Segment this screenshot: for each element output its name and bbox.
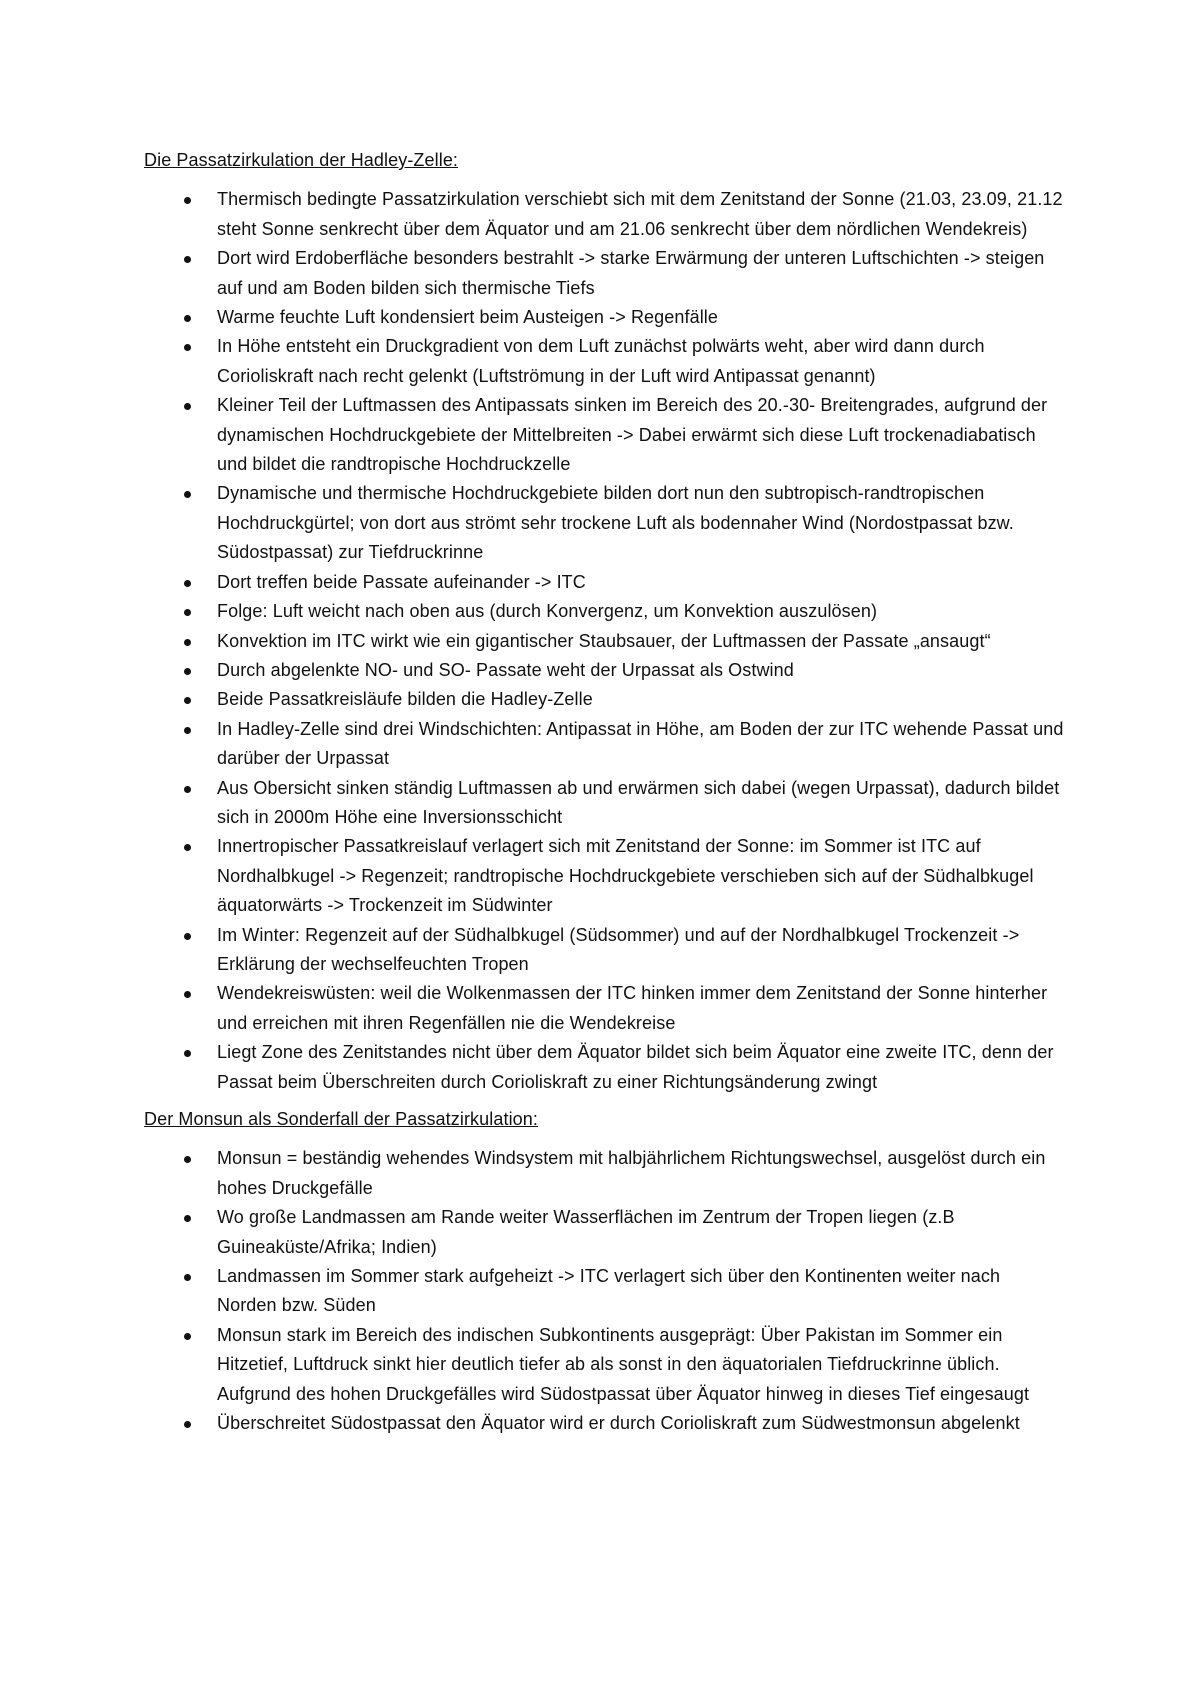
bullet-icon xyxy=(184,1333,191,1340)
bullet-icon xyxy=(184,933,191,940)
list-item-text: Dort wird Erdoberfläche besonders bestrahlt -> starke Erwärmung der unteren Luftschichten -> steigen auf und am Boden bilden sich thermische Tiefs xyxy=(217,248,1045,298)
list-item-text: Monsun = beständig wehendes Windsystem mit halbjährlichem Richtungswechsel, ausgelöst durch ein hohes Druckgefälle xyxy=(217,1148,1046,1198)
list-item-text: Durch abgelenkte NO- und SO- Passate weht der Urpassat als Ostwind xyxy=(217,659,794,680)
list-item xyxy=(144,244,1064,303)
bullet-icon xyxy=(184,1156,191,1163)
bullet-icon xyxy=(184,403,191,410)
bullet-icon xyxy=(184,491,191,498)
list-item xyxy=(144,685,1064,714)
bullet-list-monsun xyxy=(144,1144,1064,1438)
list-item-text: Wo große Landmassen am Rande weiter Wasserflächen im Zentrum der Tropen liegen (z.B Guineaküste/Afrika; Indien) xyxy=(217,1207,955,1257)
bullet-icon xyxy=(184,1050,191,1057)
list-item-text: Beide Passatkreisläufe bilden die Hadley-Zelle xyxy=(217,689,593,710)
bullet-icon xyxy=(184,609,191,616)
list-item xyxy=(144,479,1064,567)
list-item xyxy=(144,656,1064,685)
list-item-text: Warme feuchte Luft kondensiert beim Austeigen -> Regenfälle xyxy=(217,307,719,328)
bullet-icon xyxy=(184,315,191,322)
list-item-text: Thermisch bedingte Passatzirkulation verschiebt sich mit dem Zenitstand der Sonne (21.03, 23.09, 21.12 steht Sonne senkrecht über dem Äquator und am 21.06 senkrecht über dem nördlichen Wendekreis) xyxy=(217,189,1063,239)
list-item-text: In Hadley-Zelle sind drei Windschichten: Antipassat in Höhe, am Boden der zur ITC wehende Passat und darüber der Urpassat xyxy=(217,718,1064,769)
list-item-text: Monsun stark im Bereich des indischen Subkontinents ausgeprägt: Über Pakistan im Sommer ein Hitzetief, Luftdruck sinkt hier deutlich tiefer ab als sonst in den äquatorialen Tiefdruckrinne üblich. Aufgrund des hohen Druckgefälles wird Südostpassat über Äquator hinweg in dieses Tief eingesaugt xyxy=(217,1324,1030,1404)
list-item xyxy=(144,832,1064,920)
bullet-list-hadley xyxy=(144,185,1064,1097)
bullet-icon xyxy=(184,1274,191,1281)
list-item xyxy=(144,1038,1064,1097)
list-item-text: Überschreitet Südostpassat den Äquator wird er durch Corioliskraft zum Südwestmonsun abgelenkt xyxy=(217,1413,1020,1434)
list-item-text: Innertropischer Passatkreislauf verlagert sich mit Zenitstand der Sonne: im Sommer ist ITC auf Nordhalbkugel -> Regenzeit; randtropische Hochdruckgebiete verschieben sich auf der Südhalbkugel äquatorwärts -> Trockenzeit im Südwinter xyxy=(217,836,1034,916)
list-item-text: Aus Obersicht sinken ständig Luftmassen ab und erwärmen sich dabei (wegen Urpassat), dadurch bildet sich in 2000m Höhe eine Inversionsschicht xyxy=(217,777,1060,827)
bullet-icon xyxy=(184,844,191,851)
list-item-text: Konvektion im ITC wirkt wie ein gigantischer Staubsauer, der Luftmassen der Passate „ansaugt“ xyxy=(217,630,991,651)
list-item xyxy=(144,568,1064,597)
list-item-text: Dort treffen beide Passate aufeinander -> ITC xyxy=(217,571,586,592)
list-item-text: Dynamische und thermische Hochdruckgebiete bilden dort nun den subtropisch-randtropischen Hochdruckgürtel; von dort aus strömt sehr trockene Luft als bodennaher Wind (Nordostpassat bzw. Südostpassat) zur Tiefdruckrinne xyxy=(217,483,1014,563)
bullet-icon xyxy=(184,639,191,646)
bullet-icon xyxy=(184,786,191,793)
list-item xyxy=(144,715,1064,774)
section-heading-monsun: Der Monsun als Sonderfall der Passatzirkulation: xyxy=(144,1109,538,1129)
list-item xyxy=(144,597,1064,626)
list-item xyxy=(144,979,1064,1038)
bullet-icon xyxy=(184,256,191,263)
bullet-icon xyxy=(184,197,191,204)
bullet-icon xyxy=(184,668,191,675)
list-item xyxy=(144,1321,1064,1409)
bullet-icon xyxy=(184,991,191,998)
bullet-icon xyxy=(184,727,191,734)
list-item xyxy=(144,1203,1064,1262)
section-heading-hadley: Die Passatzirkulation der Hadley-Zelle: xyxy=(144,150,459,170)
document-content xyxy=(144,146,1064,1438)
list-item-text: Landmassen im Sommer stark aufgeheizt -> ITC verlagert sich über den Kontinenten weiter nach Norden bzw. Süden xyxy=(217,1266,1001,1316)
bullet-icon xyxy=(184,1215,191,1222)
list-item xyxy=(144,1409,1064,1438)
list-item-text: Liegt Zone des Zenitstandes nicht über dem Äquator bildet sich beim Äquator eine zweite ITC, denn der Passat beim Überschreiten durch Corioliskraft zu einer Richtungsänderung zwingt xyxy=(217,1042,1054,1092)
list-item xyxy=(144,1144,1064,1203)
list-item xyxy=(144,627,1064,656)
list-item xyxy=(144,303,1064,332)
list-item-text: Wendekreiswüsten: weil die Wolkenmassen der ITC hinken immer dem Zenitstand der Sonne hinterher und erreichen mit ihren Regenfällen nie die Wendekreise xyxy=(217,983,1048,1033)
bullet-icon xyxy=(184,697,191,704)
list-item xyxy=(144,774,1064,833)
bullet-icon xyxy=(184,344,191,351)
list-item xyxy=(144,185,1064,244)
list-item-text: Kleiner Teil der Luftmassen des Antipassats sinken im Bereich des 20.-30- Breitengrades, aufgrund der dynamischen Hochdruckgebiete der Mittelbreiten -> Dabei erwärmt sich diese Luft trockenadiabatisch und bildet die randtropische Hochdruckzelle xyxy=(217,395,1048,475)
list-item-text: In Höhe entsteht ein Druckgradient von dem Luft zunächst polwärts weht, aber wird dann durch Corioliskraft nach recht gelenkt (Luftströmung in der Luft wird Antipassat genannt) xyxy=(217,336,985,386)
list-item-text: Im Winter: Regenzeit auf der Südhalbkugel (Südsommer) und auf der Nordhalbkugel Trockenzeit -> Erklärung der wechselfeuchten Tropen xyxy=(217,924,1020,974)
list-item xyxy=(144,332,1064,391)
list-item-text: Folge: Luft weicht nach oben aus (durch Konvergenz, um Konvektion auszulösen) xyxy=(217,601,878,622)
bullet-icon xyxy=(184,1421,191,1428)
list-item xyxy=(144,921,1064,980)
list-item xyxy=(144,1262,1064,1321)
bullet-icon xyxy=(184,580,191,587)
list-item xyxy=(144,391,1064,479)
